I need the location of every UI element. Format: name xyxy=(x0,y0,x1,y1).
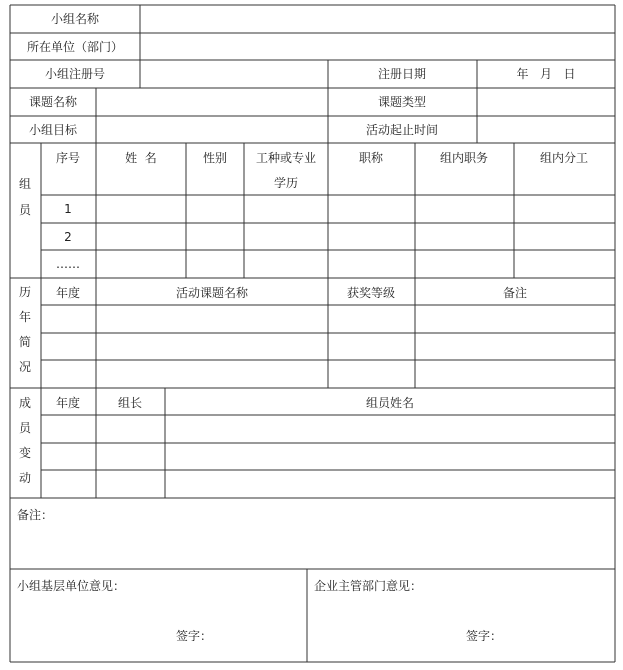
remarks-label: 备注： xyxy=(17,508,54,522)
side-char: 历 xyxy=(18,285,31,299)
reg-date-label: 注册日期 xyxy=(377,67,427,81)
changes-col-year: 年度 xyxy=(55,396,81,410)
changes-col-leader: 组长 xyxy=(117,396,143,410)
row-seq-2: 2 xyxy=(64,230,72,244)
goal-label: 小组目标 xyxy=(28,123,78,137)
unit-label: 所在单位（部门） xyxy=(26,40,124,54)
side-char: 动 xyxy=(18,471,31,485)
unit-opinion-label: 小组基层单位意见： xyxy=(17,579,126,593)
side-char: 变 xyxy=(18,446,31,460)
row-seq-1: 1 xyxy=(64,202,72,216)
col-trade-line2: 学历 xyxy=(273,176,299,190)
history-side-label xyxy=(18,286,32,373)
period-label: 活动起止时间 xyxy=(365,123,439,137)
row-seq-more: …… xyxy=(56,257,80,271)
reg-date-value: 年 月 日 xyxy=(516,67,576,81)
col-trade-line1: 工种或专业 xyxy=(255,151,317,165)
side-char: 员 xyxy=(18,203,31,217)
topic-type-label: 课题类型 xyxy=(377,95,427,109)
side-char: 况 xyxy=(18,360,31,374)
col-post: 组内职务 xyxy=(439,151,489,165)
unit-sign-label: 签字： xyxy=(176,629,213,643)
side-char: 年 xyxy=(18,310,31,324)
topic-name-label: 课题名称 xyxy=(28,95,78,109)
col-gender: 性别 xyxy=(202,151,228,165)
col-role: 组内分工 xyxy=(539,151,589,165)
dept-sign-label: 签字： xyxy=(466,629,503,643)
side-char: 成 xyxy=(18,396,31,410)
history-col-remark: 备注 xyxy=(502,286,528,300)
side-char: 组 xyxy=(18,177,31,191)
reg-no-label: 小组注册号 xyxy=(44,67,106,81)
col-title: 职称 xyxy=(358,151,384,165)
changes-side-label xyxy=(18,397,32,484)
history-col-year: 年度 xyxy=(55,286,81,300)
changes-col-names: 组员姓名 xyxy=(365,396,415,410)
side-char: 员 xyxy=(18,421,31,435)
group-name-label: 小组名称 xyxy=(50,12,100,26)
col-name: 姓 名 xyxy=(125,151,157,165)
history-col-activity: 活动课题名称 xyxy=(175,286,249,300)
members-side-label xyxy=(18,178,32,216)
side-char: 简 xyxy=(18,335,31,349)
history-col-award: 获奖等级 xyxy=(346,286,396,300)
col-seq: 序号 xyxy=(55,151,81,165)
dept-opinion-label: 企业主管部门意见： xyxy=(314,579,423,593)
